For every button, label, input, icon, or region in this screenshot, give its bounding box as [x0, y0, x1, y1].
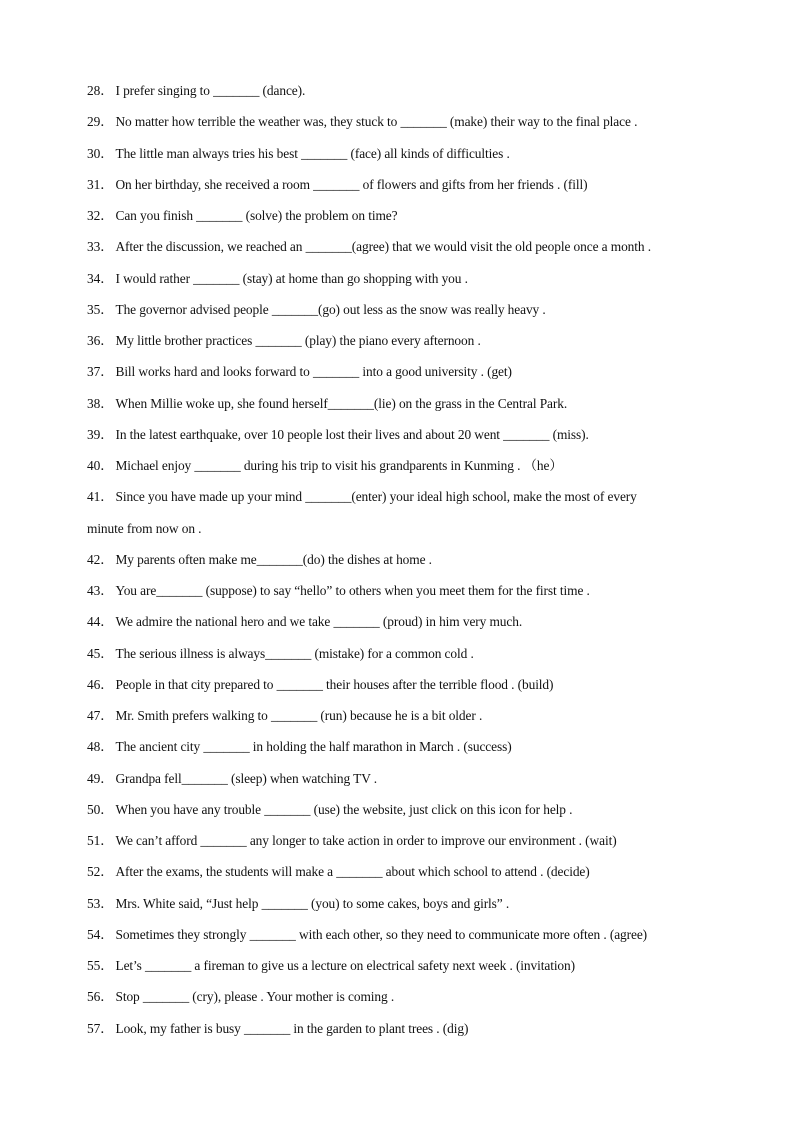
exercise-number: 49． [87, 770, 114, 786]
exercise-text: On her birthday, she received a room _______ of flowers and gifts from her friends . (fill) [115, 176, 588, 192]
exercise-text: Michael enjoy _______ during his trip to visit his grandparents in Kunming . （he） [115, 458, 563, 473]
exercise-number: 35． [87, 301, 114, 317]
exercise-text: When Millie woke up, she found herself_______(lie) on the grass in the Central Park. [115, 395, 568, 411]
exercise-number: 36． [87, 333, 114, 348]
exercise-item [87, 144, 727, 175]
exercise-item [87, 175, 727, 206]
exercise-number: 39． [87, 426, 114, 442]
exercise-text: You are_______ (suppose) to say “hello” to others when you meet them for the first time . [115, 583, 590, 598]
exercise-item [87, 769, 727, 800]
exercise-item [87, 300, 727, 331]
exercise-number: 51． [87, 833, 114, 848]
exercise-item [87, 800, 727, 831]
exercise-text: No matter how terrible the weather was, they stuck to _______ (make) their way to the final place . [115, 114, 638, 130]
exercise-item [87, 894, 727, 925]
exercise-number: 30． [87, 145, 114, 161]
exercise-number: 32． [87, 208, 114, 223]
exercise-item [87, 706, 727, 737]
exercise-text: Sometimes they strongly _______ with each other, so they need to communicate more often . (agree) [115, 926, 648, 942]
exercise-number: 52． [87, 864, 114, 880]
exercise-number: 54． [87, 926, 114, 942]
exercise-text: We can’t afford _______ any longer to take action in order to improve our environment . (wait) [115, 833, 617, 848]
exercise-number: 44． [87, 614, 114, 630]
exercise-item [87, 112, 727, 143]
exercise-text: Bill works hard and looks forward to _______ into a good university . (get) [115, 364, 512, 380]
exercise-text: In the latest earthquake, over 10 people lost their lives and about 20 went _______ (miss). [115, 426, 589, 442]
exercise-text: Since you have made up your mind _______(enter) your ideal high school, make the most of every [115, 489, 637, 505]
exercise-item [87, 925, 727, 956]
exercise-number: 48． [87, 739, 114, 755]
exercise-text: The serious illness is always_______ (mistake) for a common cold . [115, 645, 474, 661]
exercise-item [87, 394, 727, 425]
exercise-number: 57． [87, 1020, 114, 1036]
exercise-item-continuation [87, 519, 727, 550]
exercise-item [87, 581, 727, 612]
exercise-number: 46． [87, 676, 114, 692]
exercise-list [87, 81, 727, 1050]
exercise-item [87, 675, 727, 706]
exercise-number: 33． [87, 239, 114, 255]
exercise-text: I prefer singing to _______ (dance). [115, 83, 306, 98]
exercise-item [87, 425, 727, 456]
exercise-text: I would rather _______ (stay) at home than go shopping with you . [115, 270, 468, 286]
exercise-number: 53． [87, 895, 114, 911]
exercise-text: Look, my father is busy _______ in the garden to plant trees . (dig) [115, 1020, 469, 1036]
exercise-number: 40． [87, 458, 114, 473]
exercise-number: 29． [87, 114, 114, 130]
exercise-item [87, 206, 727, 237]
exercise-number: 47． [87, 708, 114, 723]
exercise-item [87, 487, 727, 518]
exercise-text: The little man always tries his best _______ (face) all kinds of difficulties . [115, 145, 510, 161]
exercise-number: 34． [87, 270, 114, 286]
exercise-text: After the exams, the students will make a _______ about which school to attend . (decide) [115, 864, 590, 880]
exercise-number: 43． [87, 583, 114, 598]
exercise-item [87, 956, 727, 987]
exercise-text: Mrs. White said, “Just help _______ (you) to some cakes, boys and girls” . [115, 895, 510, 911]
exercise-text: Let’s _______ a fireman to give us a lecture on electrical safety next week . (invitation) [115, 958, 575, 973]
exercise-text: When you have any trouble _______ (use) the website, just click on this icon for help . [115, 801, 573, 817]
exercise-number: 38． [87, 395, 114, 411]
exercise-item [87, 644, 727, 675]
exercise-number: 55． [87, 958, 114, 973]
exercise-item [87, 81, 727, 112]
exercise-number: 28． [87, 83, 114, 98]
exercise-text: We admire the national hero and we take _______ (proud) in him very much. [115, 614, 523, 630]
exercise-text: Stop _______ (cry), please . Your mother is coming . [115, 989, 395, 1005]
exercise-text: My parents often make me_______(do) the dishes at home . [115, 551, 432, 567]
exercise-number: 31． [87, 176, 114, 192]
exercise-item [87, 550, 727, 581]
exercise-number: 37． [87, 364, 114, 380]
exercise-number: 50． [87, 801, 114, 817]
exercise-item [87, 1019, 727, 1050]
exercise-number: 56． [87, 989, 114, 1005]
exercise-item [87, 331, 727, 362]
exercise-text: After the discussion, we reached an _______(agree) that we would visit the old people once a month . [115, 239, 651, 255]
exercise-item [87, 269, 727, 300]
exercise-item [87, 831, 727, 862]
exercise-text: The governor advised people _______(go) out less as the snow was really heavy . [115, 301, 546, 317]
exercise-text: The ancient city _______ in holding the half marathon in March . (success) [115, 739, 512, 755]
exercise-number: 45． [87, 645, 114, 661]
exercise-item [87, 737, 727, 768]
exercise-number: 41． [87, 489, 114, 505]
exercise-item [87, 862, 727, 893]
exercise-text: Mr. Smith prefers walking to _______ (run) because he is a bit older . [115, 708, 483, 723]
exercise-item [87, 612, 727, 643]
exercise-text: Can you finish _______ (solve) the problem on time? [115, 208, 398, 223]
exercise-item [87, 456, 727, 487]
exercise-number: 42． [87, 551, 114, 567]
exercise-item [87, 237, 727, 268]
exercise-text: People in that city prepared to _______ their houses after the terrible flood . (build) [115, 676, 554, 692]
exercise-item [87, 987, 727, 1018]
exercise-item [87, 362, 727, 393]
exercise-text: minute from now on . [87, 520, 202, 536]
exercise-text: Grandpa fell_______ (sleep) when watching TV . [115, 770, 378, 786]
exercise-text: My little brother practices _______ (play) the piano every afternoon . [115, 333, 481, 348]
